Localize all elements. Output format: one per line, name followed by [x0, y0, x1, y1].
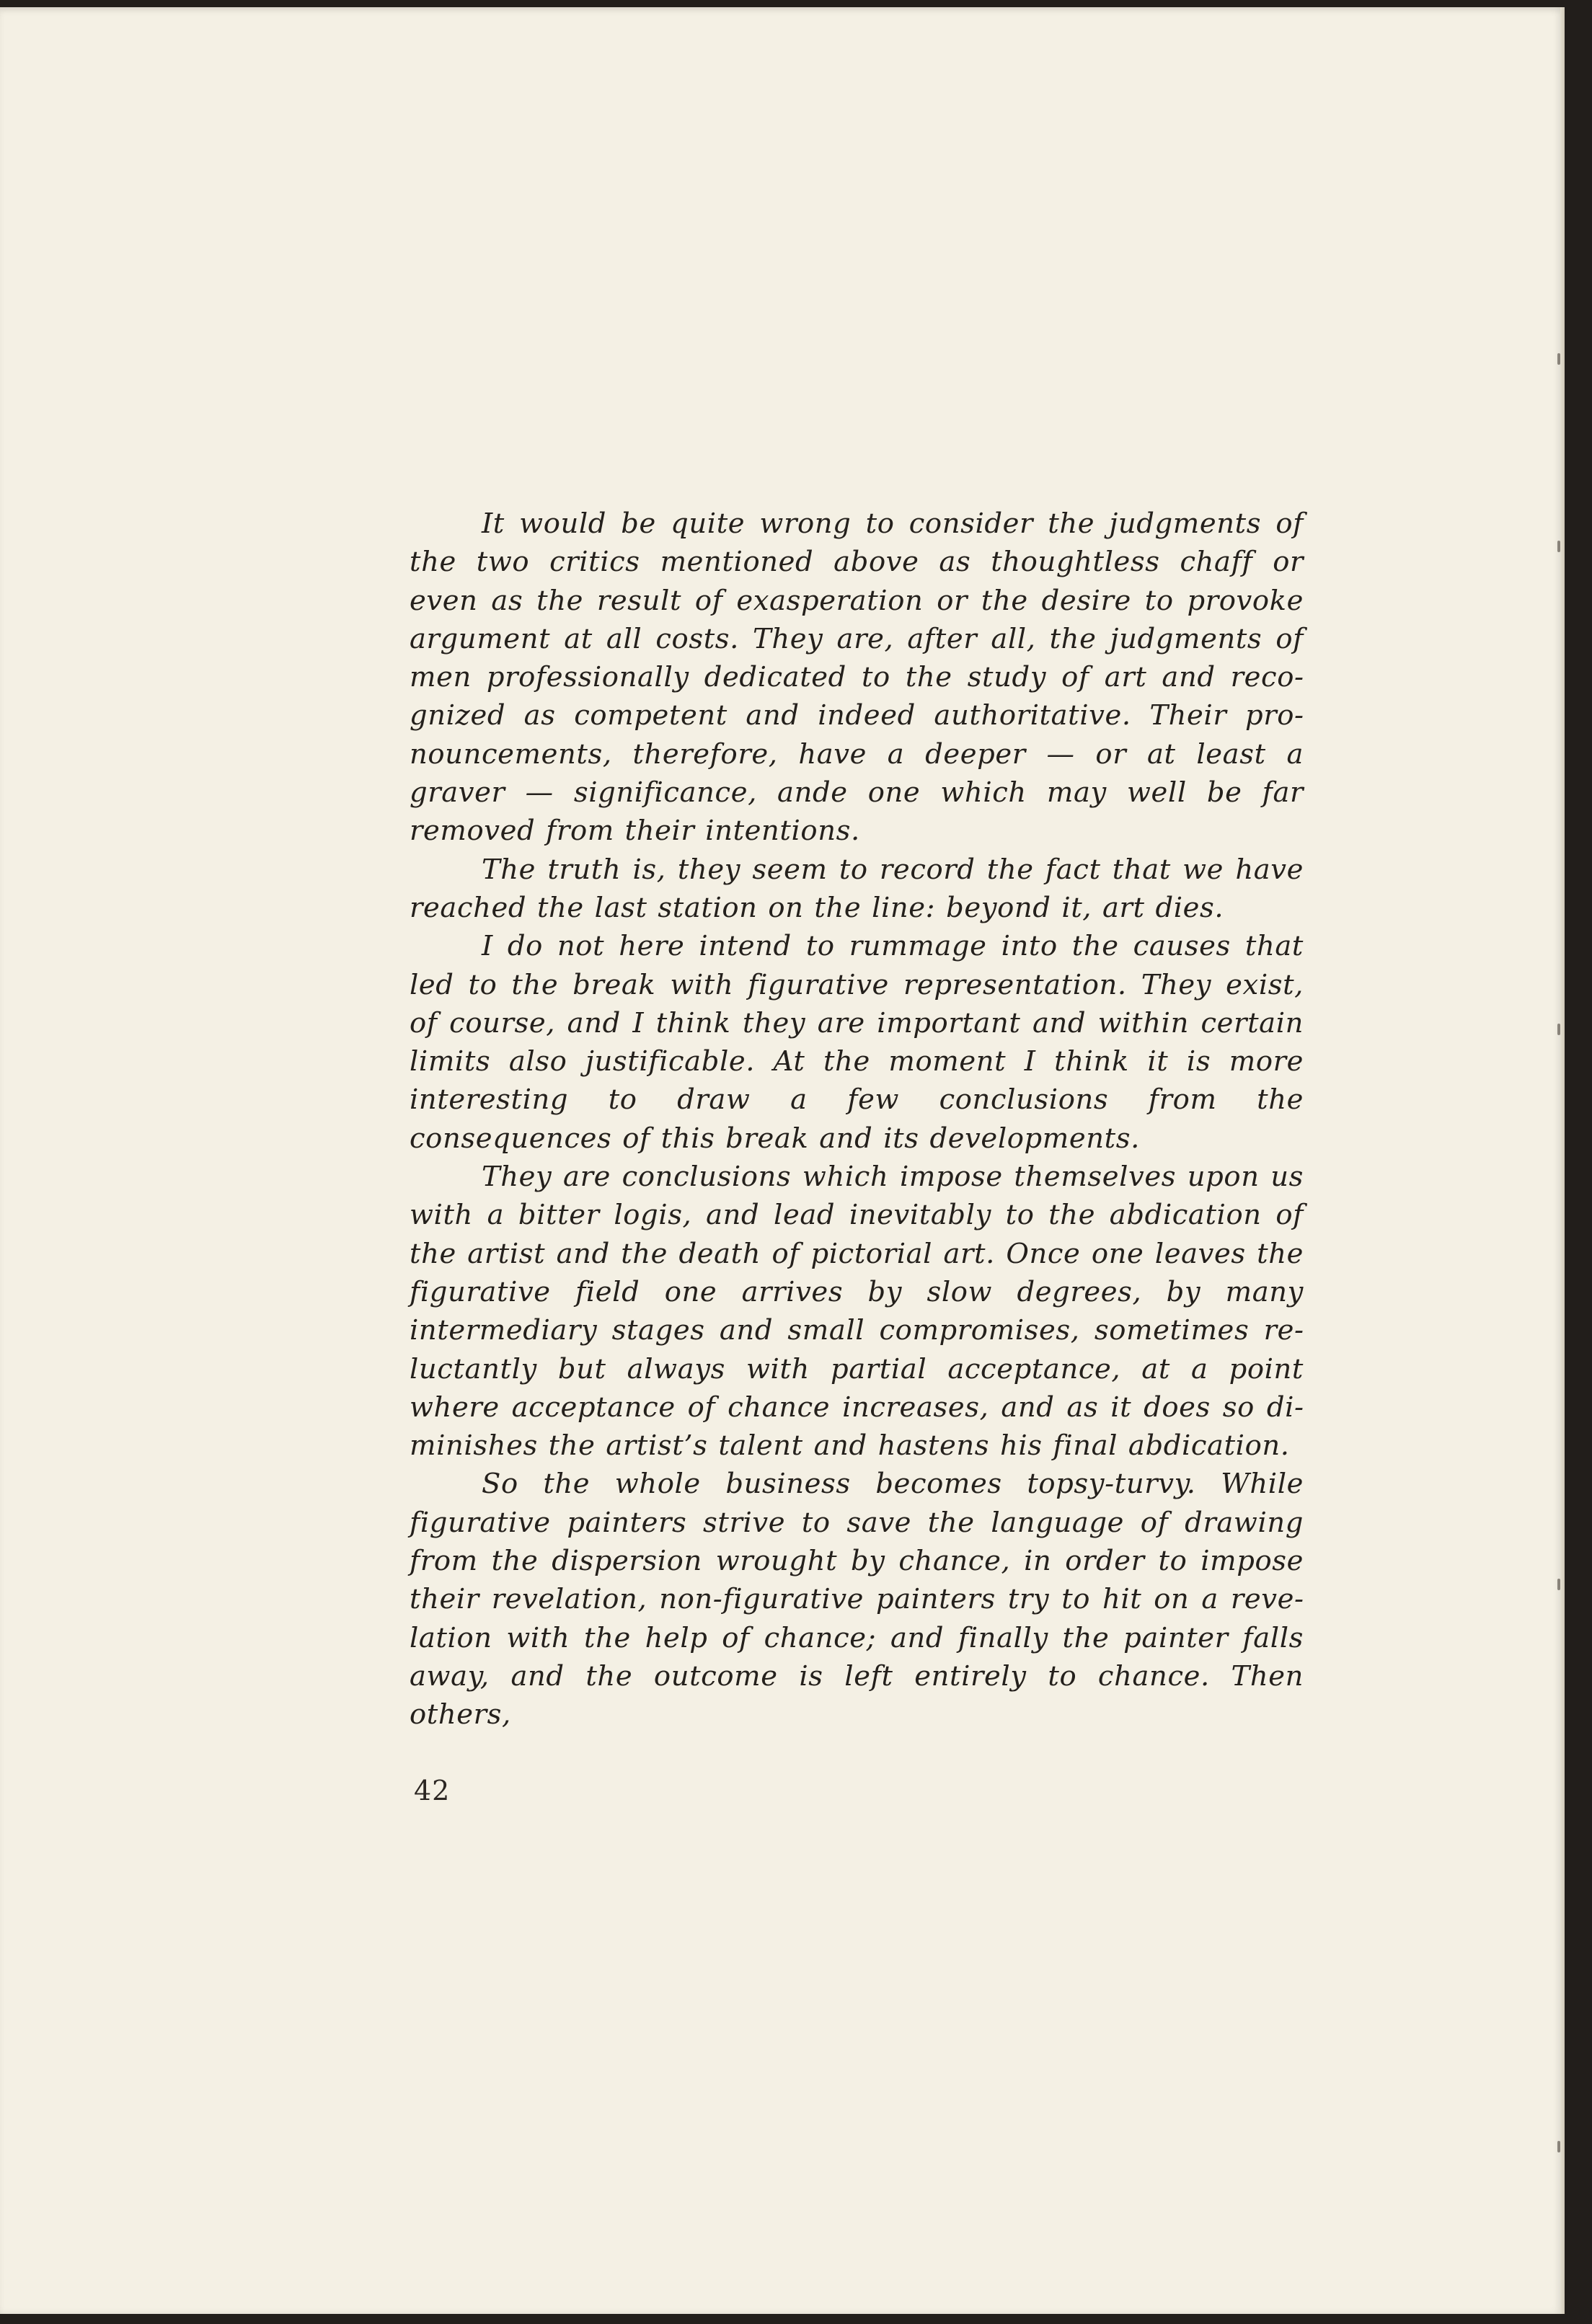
- page-number: 42: [414, 1775, 451, 1806]
- binding-mark: [1557, 353, 1560, 365]
- binding-mark: [1557, 1579, 1560, 1590]
- body-text: [410, 505, 1304, 1734]
- paragraph-3: I do not here intend to rummage into the causes that led to the break with figurative representation. They exist, of course, and I think they are important and within certain limits also justificable. At the moment I think it is more interesting to draw a few conclusions from the consequences of this break and its developments.: [410, 930, 1304, 1155]
- book-page: [0, 7, 1565, 2314]
- binding-mark: [1557, 1024, 1560, 1035]
- paragraph-1: It would be quite wrong to consider the judgments of the two critics mentioned above as thoughtless chaff or even as the result of exasperation or the desire to provoke argument at all costs. They are, after all, the judgments of men professionally dedicated to the study of art and recognized as competent and indeed authoritative. Their pronouncements, therefore, have a deeper — or at least a graver — significance, ande one which may well be far removed from their intentions.: [410, 507, 1304, 848]
- paragraph-5: So the whole business becomes topsy-turvy. While figurative painters strive to save the language of drawing from the dispersion wrought by chance, in order to impose their revelation, non-figurative painters try to hit on a revelation with the help of chance; and finally the painter falls away, and the outcome is left entirely to chance. Then others,: [410, 1468, 1304, 1731]
- binding-mark: [1557, 2141, 1560, 2152]
- paragraph-4: They are conclusions which impose themselves upon us with a bitter logis, and lead inevitably to the abdication of the artist and the death of pictorial art. Once one leaves the figurative field one arrives by slow degrees, by many intermediary stages and small compromises, sometimes reluctantly but always with partial acceptance, at a point where acceptance of chance increases, and as it does so diminishes the artist’s talent and hastens his final abdication.: [410, 1161, 1304, 1463]
- page-edge-shadow: [1560, 7, 1565, 2314]
- paragraph-2: The truth is, they seem to record the fact that we have reached the last station on the line: beyond it, art dies.: [410, 853, 1304, 924]
- binding-mark: [1557, 541, 1560, 552]
